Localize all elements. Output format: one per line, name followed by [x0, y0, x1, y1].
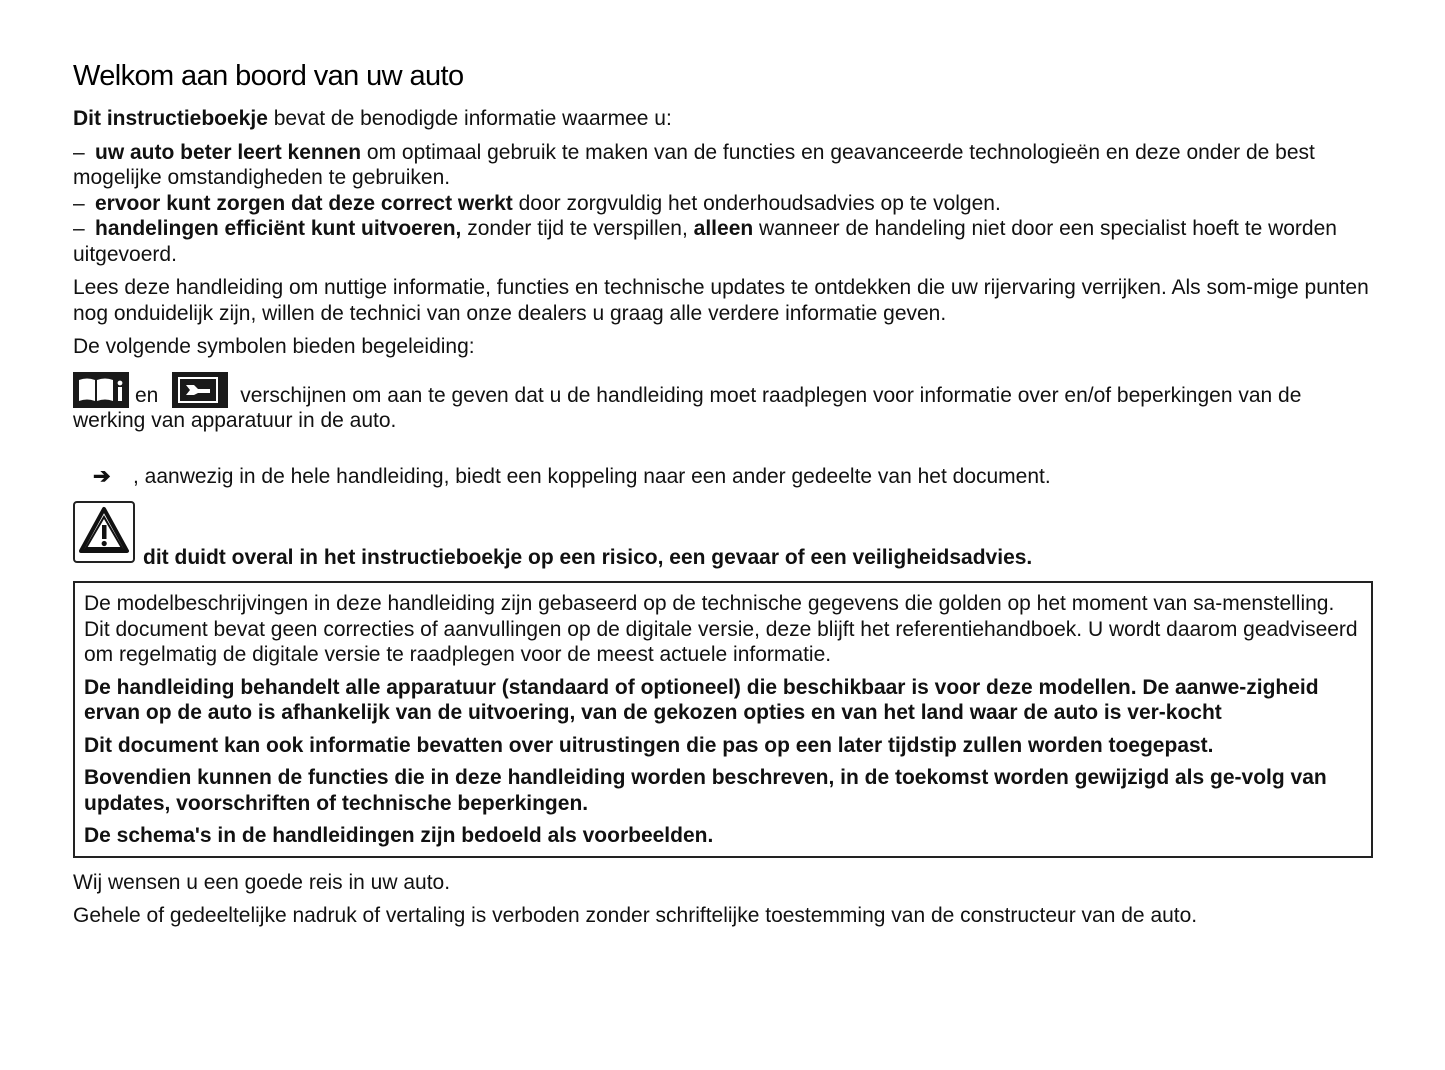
- arrow-row: [93, 464, 1373, 490]
- symbols-text: verschijnen om aan te geven dat u de handleiding moet raadplegen voor informatie over en/of beperkingen van de werking van apparatuur in de auto.: [73, 383, 1302, 432]
- notice-paragraph: Dit document kan ook informatie bevatten over uitrustingen die pas op een later tijdstip zullen worden toegepast.: [84, 733, 1214, 757]
- symbols-and: en: [135, 383, 159, 407]
- bullet-text: om optimaal gebruik te maken van de functies en geavanceerde technologieën en deze onder de best mogelijke omstandigheden te gebruiken.: [73, 140, 1315, 189]
- symbols-intro: De volgende symbolen bieden begeleiding:: [73, 335, 475, 358]
- bullet-bold: handelingen efficiënt kunt uitvoeren,: [95, 217, 462, 240]
- bullet-item: [73, 216, 1373, 267]
- book-info-icon: [73, 372, 129, 408]
- wrench-icon: [172, 372, 228, 408]
- symbols-row: [73, 372, 1373, 434]
- intro-paragraph: [73, 106, 1373, 132]
- bullet-text: door zorgvuldig het onderhoudsadvies op te volgen.: [512, 191, 1001, 215]
- dash: –: [73, 217, 85, 240]
- notice-paragraph: De schema's in de handleidingen zijn bedoeld als voorbeelden.: [84, 824, 714, 847]
- bullet-bold: ervoor kunt zorgen dat deze correct werkt: [95, 191, 513, 215]
- bullet-bold: alleen: [693, 217, 754, 240]
- warning-text: dit duidt overal in het instructieboekje op een risico, een gevaar of een veiligheidsadvies.: [143, 546, 1033, 569]
- read-paragraph: Lees deze handleiding om nuttige informatie, functies en technische updates te ontdekken die uw rijervaring verrijken. Als som-mige punten nog onduidelijk zijn, willen de technici van onze dealers u graag alle verdere informatie geven.: [73, 276, 1369, 325]
- dash: –: [73, 140, 85, 164]
- notice-paragraph: De modelbeschrijvingen in deze handleiding zijn gebaseerd op de technische gegevens die golden op het moment van sa-menstelling. Dit document bevat geen correcties of aanvullingen op de digitale versie, deze blijft het referentiehandboek. U wordt daarom geadviseerd om regelmatig de digitale versie te raadplegen voor de meest actuele informatie.: [84, 592, 1358, 666]
- bullet-bold: uw auto beter leert kennen: [95, 140, 362, 164]
- closing-text: Wij wensen u een goede reis in uw auto.: [73, 870, 451, 894]
- notice-paragraph: Bovendien kunnen de functies die in deze handleiding worden beschreven, in de toekomst worden gewijzigd als ge-volg van updates, voorschriften of technische beperkingen.: [84, 766, 1327, 815]
- bullet-text: wanneer de handeling niet door een specialist hoeft te worden uitgevoerd.: [73, 217, 1337, 266]
- page-title: Welkom aan boord van uw auto: [73, 60, 464, 92]
- copyright-text: Gehele of gedeeltelijke nadruk of vertaling is verboden zonder schriftelijke toestemming van de constructeur van de auto.: [73, 904, 1198, 927]
- bullet-item: [73, 191, 1373, 217]
- warning-row: [73, 501, 1373, 571]
- bullet-item: [73, 140, 1373, 191]
- dash: –: [73, 191, 85, 215]
- manual-page: [73, 58, 1373, 929]
- notice-paragraph: De handleiding behandelt alle apparatuur (standaard of optioneel) die beschikbaar is voor deze modellen. De aanwe-zigheid ervan op de auto is afhankelijk van de uitvoering, van de gekozen opties en van het land waar de auto is ver-kocht: [84, 675, 1319, 724]
- warning-triangle-icon: [73, 501, 135, 563]
- arrow-text: , aanwezig in de hele handleiding, biedt een koppeling naar een ander gedeelte van het document.: [133, 464, 1051, 488]
- intro-text: bevat de benodigde informatie waarmee u:: [267, 107, 672, 130]
- arrow-right-icon: ➔: [93, 464, 111, 488]
- notice-box: [73, 581, 1373, 858]
- intro-bold: Dit instructieboekje: [73, 107, 268, 130]
- bullet-text: zonder tijd te verspillen,: [461, 217, 694, 240]
